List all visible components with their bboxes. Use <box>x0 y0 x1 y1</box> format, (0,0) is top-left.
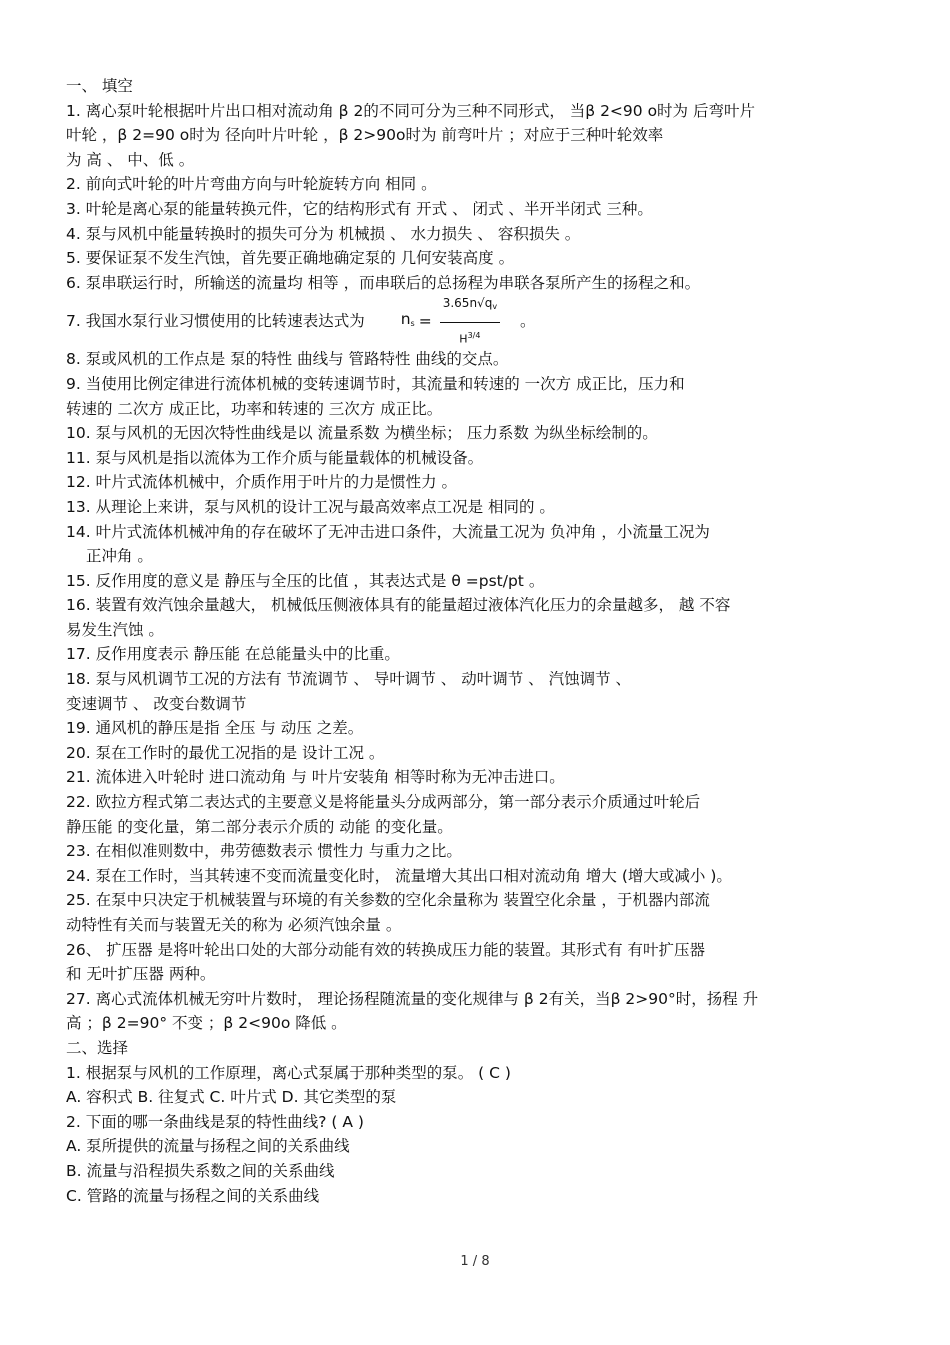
document-body <box>66 74 886 1208</box>
question-22-line-2: 静压能 的变化量，第二部分表示介质的 动能 的变化量。 <box>66 817 453 836</box>
formula-denominator: $H^{3/4}$ <box>459 330 481 346</box>
question-19: 19. 通风机的静压是指 全压 与 动压 之差。 <box>66 719 364 738</box>
question-8: 8. 泵或风机的工作点是 泵的特性 曲线与 管路特性 曲线的交点。 <box>66 350 509 369</box>
question-22-line-1: 22. 欧拉方程式第二表达式的主要意义是将能量头分成两部分，第一部分表示介质通过叶轮后 <box>66 793 701 812</box>
question-9-line-1: 9. 当使用比例定律进行流体机械的变转速调节时，其流量和转速的 一次方 成正比，压力和 <box>66 374 685 393</box>
choice-question-2-option-b: B. 流量与沿程损失系数之间的关系曲线 <box>66 1161 335 1180</box>
question-27-line-1: 27. 离心式流体机械无穷叶片数时， 理论扬程随流量的变化规律与 β 2有关，当β 2>90°时，扬程 升 <box>66 989 759 1008</box>
question-6: 6. 泵串联运行时，所输送的流量均 相等 ，而串联后的总扬程为串联各泵所产生的扬程之和。 <box>66 273 701 292</box>
question-27-line-2: 高 ；β 2=90° 不变 ；β 2<90o 降低 。 <box>66 1014 347 1033</box>
question-25-line-1: 25. 在泵中只决定于机械装置与环境的有关参数的空化余量称为 装置空化余量 ，于机器内部流 <box>66 891 710 910</box>
question-20: 20. 泵在工作时的最优工况指的是 设计工况 。 <box>66 743 385 762</box>
question-9-line-2: 转速的 二次方 成正比，功率和转速的 三次方 成正比。 <box>66 399 443 418</box>
question-7 <box>66 295 886 347</box>
question-1-line-1: 1. 离心泵叶轮根据叶片出口相对流动角 β 2的不同可分为三种不同形式， 当β 2<90 o时为 后弯叶片 <box>66 101 755 120</box>
question-26-line-1: 26、 扩压器 是将叶轮出口处的大部分动能有效的转换成压力能的装置。其形式有 有叶扩压器 <box>66 940 706 959</box>
question-4: 4. 泵与风机中能量转换时的损失可分为 机械损 、 水力损失 、 容积损失 。 <box>66 224 581 243</box>
choice-question-1-options: A. 容积式 B. 往复式 C. 叶片式 D. 其它类型的泵 <box>66 1088 397 1107</box>
question-23: 23. 在相似准则数中，弗劳德数表示 惯性力 与重力之比。 <box>66 842 462 861</box>
question-17: 17. 反作用度表示 静压能 在总能量头中的比重。 <box>66 645 400 664</box>
question-16-line-2: 易发生汽蚀 。 <box>66 620 164 639</box>
question-7-text: 7. 我国水泵行业习惯使用的比转速表达式为 <box>66 312 365 331</box>
question-10: 10. 泵与风机的无因次特性曲线是以 流量系数 为横坐标； 压力系数 为纵坐标绘制的。 <box>66 424 658 443</box>
question-18-line-1: 18. 泵与风机调节工况的方法有 节流调节 、 导叶调节 、 动叶调节 、 汽蚀调节 、 <box>66 670 631 689</box>
question-13: 13. 从理论上来讲，泵与风机的设计工况与最高效率点工况是 相同的 。 <box>66 497 555 516</box>
question-1-line-2: 叶轮 ，β 2=90 o时为 径向叶片叶轮 ，β 2>90o时为 前弯叶片 ；对应于三种叶轮效率 <box>66 126 664 145</box>
question-18-line-2: 变速调节 、 改变台数调节 <box>66 694 247 713</box>
choice-question-2-option-c: C. 管路的流量与扬程之间的关系曲线 <box>66 1186 320 1205</box>
question-16-line-1: 16. 装置有效汽蚀余量越大， 机械低压侧液体具有的能量超过液体汽化压力的余量越多， 越 不容 <box>66 596 731 615</box>
question-11: 11. 泵与风机是指以流体为工作介质与能量载体的机械设备。 <box>66 448 484 467</box>
specific-speed-formula <box>401 291 500 352</box>
choice-question-2-option-a: A. 泵所提供的流量与扬程之间的关系曲线 <box>66 1137 350 1156</box>
page-number: 1 / 8 <box>460 1254 490 1269</box>
question-7-end: 。 <box>520 312 536 331</box>
formula-lhs: $n_s$ <box>400 309 415 328</box>
question-24: 24. 泵在工作时，当其转速不变而流量变化时， 流量增大其出口相对流动角 增大 (增大或减小 )。 <box>66 866 732 885</box>
formula-numerator: $3.65n√q_v$ <box>440 291 500 323</box>
question-26-line-2: 和 无叶扩压器 两种。 <box>66 965 216 984</box>
question-12: 12. 叶片式流体机械中，介质作用于叶片的力是惯性力 。 <box>66 473 458 492</box>
choice-question-1: 1. 根据泵与风机的工作原理，离心式泵属于那种类型的泵。 ( C ) <box>66 1063 511 1082</box>
question-2: 2. 前向式叶轮的叶片弯曲方向与叶轮旋转方向 相同 。 <box>66 175 437 194</box>
formula-fraction <box>440 291 500 352</box>
question-25-line-2: 动特性有关而与装置无关的称为 必须汽蚀余量 。 <box>66 916 402 934</box>
question-14-line-1: 14. 叶片式流体机械冲角的存在破坏了无冲击进口条件，大流量工况为 负冲角 ，小流量工况为 <box>66 522 710 541</box>
question-14-line-2: 正冲角 。 <box>86 547 153 566</box>
question-15: 15. 反作用度的意义是 静压与全压的比值 ，其表达式是 θ =pst/pt 。 <box>66 571 545 590</box>
formula-equals: = <box>418 312 432 331</box>
question-3: 3. 叶轮是离心泵的能量转换元件，它的结构形式有 开式 、 闭式 、半开半闭式 三种。 <box>66 199 653 218</box>
section-heading-fill: 一、 填空 <box>66 77 133 95</box>
question-1-line-3: 为 高 、 中、低 。 <box>66 150 195 169</box>
question-5: 5. 要保证泵不发生汽蚀，首先要正确地确定泵的 几何安装高度 。 <box>66 249 515 268</box>
section-heading-choice: 二、选择 <box>66 1038 129 1057</box>
question-21: 21. 流体进入叶轮时 进口流动角 与 叶片安装角 相等时称为无冲击进口。 <box>66 768 565 787</box>
choice-question-2: 2. 下面的哪一条曲线是泵的特性曲线? ( A ) <box>66 1112 364 1131</box>
